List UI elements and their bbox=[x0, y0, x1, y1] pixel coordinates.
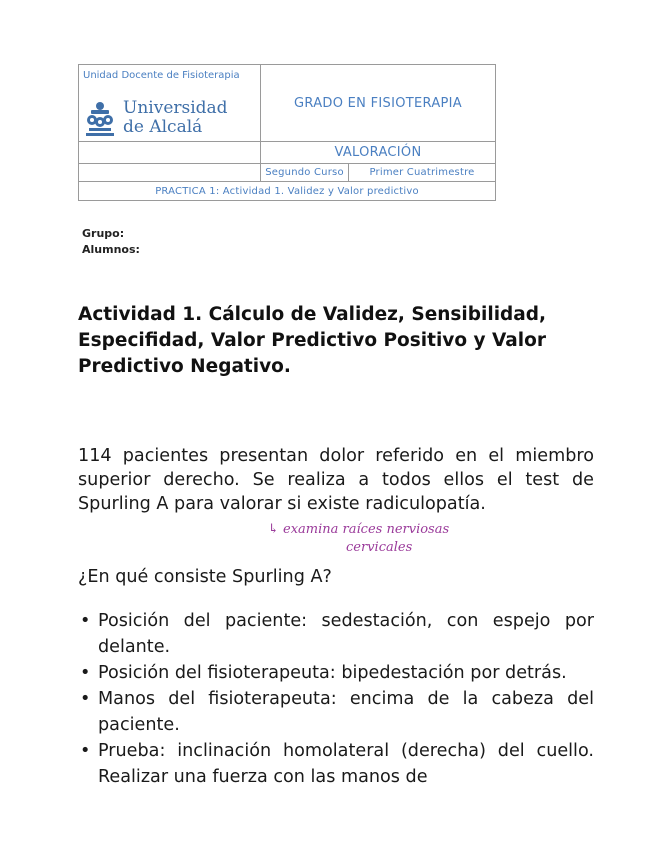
student-info bbox=[82, 226, 140, 258]
procedure-list bbox=[78, 608, 594, 790]
unidad-docente-label: Unidad Docente de Fisioterapia bbox=[83, 70, 240, 81]
curso-cell bbox=[261, 164, 349, 182]
practica-label: PRACTICA 1: Actividad 1. Validez y Valor predictivo bbox=[155, 185, 419, 197]
list-item: • Prueba: inclinación homolateral (derecha) del cuello. Realizar una fuerza con las manos de bbox=[78, 738, 594, 790]
practica-cell bbox=[79, 182, 495, 200]
university-name-line1: Universidad bbox=[123, 98, 228, 118]
list-item: • Posición del fisioterapeuta: bipedestación por detrás. bbox=[78, 660, 594, 686]
handnote-line2: cervicales bbox=[346, 540, 413, 555]
empty-cell bbox=[79, 142, 261, 164]
list-item: • Manos del fisioterapeuta: encima de la cabeza del paciente. bbox=[78, 686, 594, 738]
university-crest-icon bbox=[83, 98, 117, 138]
grupo-label: Grupo: bbox=[82, 227, 125, 240]
cuatrimestre-label: Primer Cuatrimestre bbox=[369, 167, 475, 178]
grado-cell bbox=[261, 65, 495, 142]
empty-cell bbox=[79, 164, 261, 182]
asignatura-cell bbox=[261, 142, 495, 164]
intro-paragraph: 114 pacientes presentan dolor referido en el miembro superior derecho. Se realiza a todos ellos el test de Spurling A para valorar si existe radiculopatía. bbox=[78, 446, 594, 514]
alumnos-label: Alumnos: bbox=[82, 243, 140, 256]
handwritten-annotation bbox=[268, 520, 450, 555]
university-name bbox=[123, 99, 228, 137]
question-heading: ¿En qué consiste Spurling A? bbox=[78, 567, 332, 587]
curso-label: Segundo Curso bbox=[265, 167, 344, 178]
activity-title: Actividad 1. Cálculo de Validez, Sensibilidad, Especifidad, Valor Predictivo Positivo y Valor Predictivo Negativo. bbox=[78, 304, 547, 377]
grado-label: GRADO EN FISIOTERAPIA bbox=[294, 95, 462, 111]
logo-cell bbox=[79, 65, 261, 142]
list-item: • Posición del paciente: sedestación, con espejo por delante. bbox=[78, 608, 594, 660]
document-header-table bbox=[78, 64, 496, 201]
asignatura-label: VALORACIÓN bbox=[334, 145, 422, 160]
university-name-line2: de Alcalá bbox=[123, 117, 203, 137]
handnote-line1: ↳ examina raíces nerviosas bbox=[268, 522, 450, 537]
cuatrimestre-cell bbox=[349, 164, 495, 182]
